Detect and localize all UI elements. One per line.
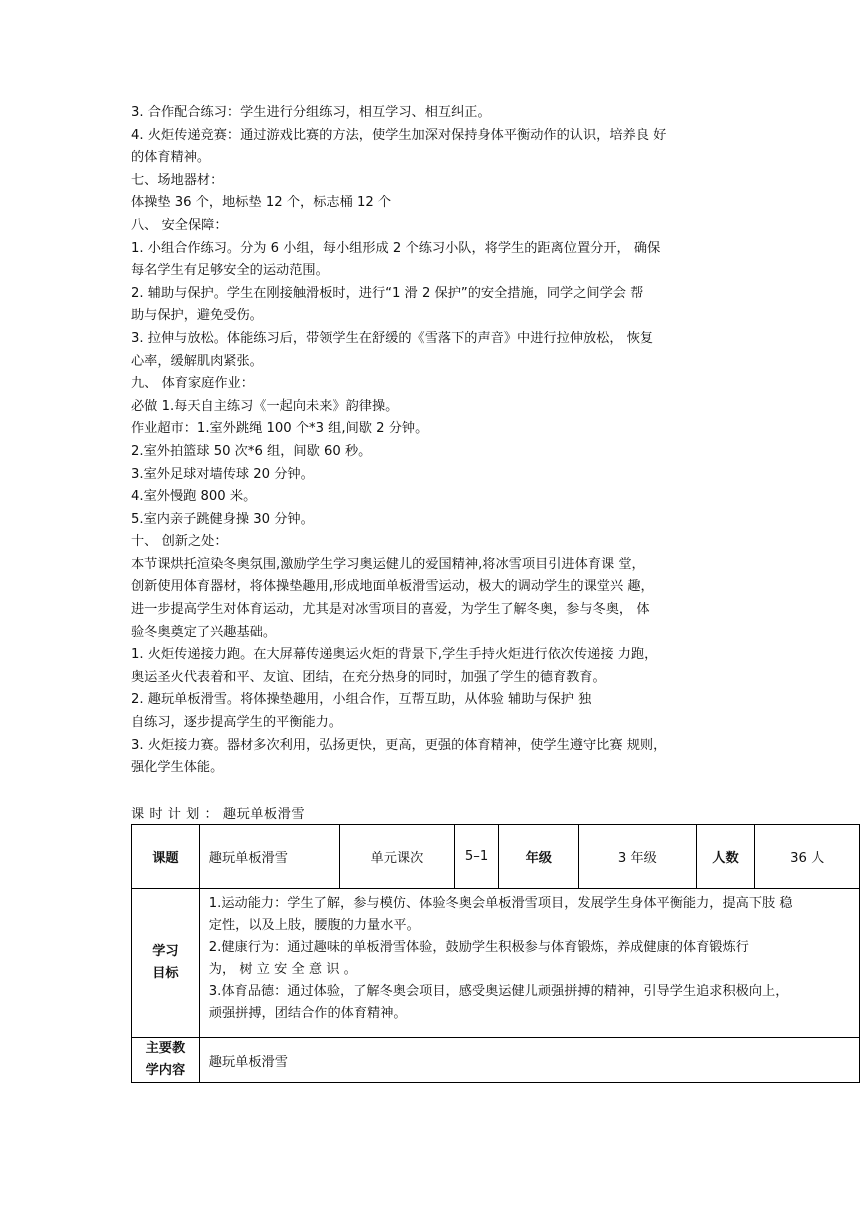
goal-line: 定性，以及上肢，腰腹的力量水平。 [208,918,420,933]
text-line: 进一步提高学生对体育运动，尤其是对冰雪项目的喜爱，为学生了解冬奥，参与冬奥， 体 [131,602,650,618]
text-line: 创新使用体育器材，将体操垫趣用,形成地面单板滑雪运动，极大的调动学生的课堂兴 趣， [131,579,654,595]
text-line: 奥运圣火代表着和平、友谊、团结，在充分热身的同时，加强了学生的德育教育。 [131,669,606,685]
text-line: 助与保护，避免受伤。 [131,308,263,324]
text-line: 3.室外足球对墙传球 20 分钟。 [131,466,314,482]
content-value: 趣玩单板滑雪 [199,1038,859,1083]
text-line: 3. 火炬接力赛。器材多次利用，弘扬更快，更高，更强的体育精神，使学生遵守比赛 规则， [131,737,667,753]
goal-line: 顽强拼搏，团结合作的体育精神。 [208,1006,407,1021]
text-line: 1. 小组合作练习。分为 6 小组，每小组形成 2 个练习小队，将学生的距离位置分开， 确保 [131,240,661,256]
text-line: 3. 拉伸与放松。体能练习后，带领学生在舒缓的《雪落下的声音》中进行拉伸放松， 恢复 [131,330,654,346]
text-line: 作业超市：1.室外跳绳 100 个*3 组,间歇 2 分钟。 [131,421,429,437]
grade-value: 3 年级 [579,825,696,889]
table-row [132,889,860,1038]
content-label-line: 主要教 [145,1041,186,1056]
text-line: 2. 趣玩单板滑雪。将体操垫趣用，小组合作，互帮互助，从体验 辅助与保护 独 [131,692,592,708]
section-heading-innovation: 十、 创新之处： [131,534,228,550]
unit-value: 5–1 [454,825,499,889]
lesson-plan-title: 课 时 计 划 ： 趣玩单板滑雪 [131,807,306,822]
text-line: 2. 辅助与保护。学生在刚接触滑板时，进行“1 滑 2 保护”的安全措施，同学之间学会 帮 [131,285,644,301]
unit-label: 单元课次 [340,825,454,889]
goal-line: 2.健康行为：通过趣味的单板滑雪体验，鼓励学生积极参与体育锻炼，养成健康的体育锻炼行 [208,940,749,955]
count-value: 36 人 [755,825,860,889]
goals-label [132,889,200,1038]
section-heading-equipment: 七、场地器材： [131,172,224,188]
goal-line: 3.体育品德：通过体验，了解冬奥会项目，感受奥运健儿顽强拼搏的精神，引导学生追求积极向上， [208,984,789,999]
goal-line: 1.运动能力：学生了解，参与模仿、体验冬奥会单板滑雪项目，发展学生身体平衡能力，提高下肢 稳 [208,896,793,911]
goal-line: 为， 树 立 安 全 意 识 。 [208,962,357,977]
section-heading-homework: 九、 体育家庭作业： [131,376,254,392]
grade-label: 年级 [499,825,579,889]
count-label: 人数 [696,825,755,889]
content-label [132,1038,200,1083]
text-line: 3. 合作配合练习：学生进行分组练习，相互学习、相互纠正。 [131,105,491,120]
lesson-plan-body [131,102,730,780]
topic-value: 趣玩单板滑雪 [199,825,339,889]
text-line: 4.室外慢跑 800 米。 [131,489,257,505]
content-label-line: 学内容 [145,1063,186,1078]
section-heading-safety: 八、 安全保障： [131,217,228,233]
goals-label-line: 学习 [152,944,179,959]
goals-label-line: 目标 [152,966,179,981]
text-line: 自练习，逐步提高学生的平衡能力。 [131,715,342,731]
text-line: 的体育精神。 [131,150,211,166]
text-line: 本节课烘托渲染冬奥氛围,激励学生学习奥运健儿的爱国精神,将冰雪项目引进体育课 堂， [131,556,645,572]
table-row [132,1038,860,1083]
text-line: 4. 火炬传递竞赛：通过游戏比赛的方法，使学生加深对保持身体平衡动作的认识，培养良 好 [131,127,667,143]
text-line: 5.室内亲子跳健身操 30 分钟。 [131,511,314,527]
text-line: 2.室外拍篮球 50 次*6 组，间歇 60 秒。 [131,443,372,459]
text-line: 心率，缓解肌肉紧张。 [131,353,263,369]
text-line: 强化学生体能。 [131,760,224,776]
text-line: 1. 火炬传递接力跑。在大屏幕传递奥运火炬的背景下,学生手持火炬进行依次传递接 力跑， [131,647,658,663]
topic-label: 课题 [132,825,200,889]
goals-content [199,889,859,1038]
text-line: 体操垫 36 个，地标垫 12 个，标志桶 12 个 [131,195,392,211]
text-line: 必做 1.每天自主练习《一起向未来》韵律操。 [131,398,399,414]
text-line: 每名学生有足够安全的运动范围。 [131,263,329,279]
text-line: 验冬奥奠定了兴趣基础。 [131,624,277,640]
table-row [132,825,860,889]
lesson-plan-table [131,824,860,1083]
